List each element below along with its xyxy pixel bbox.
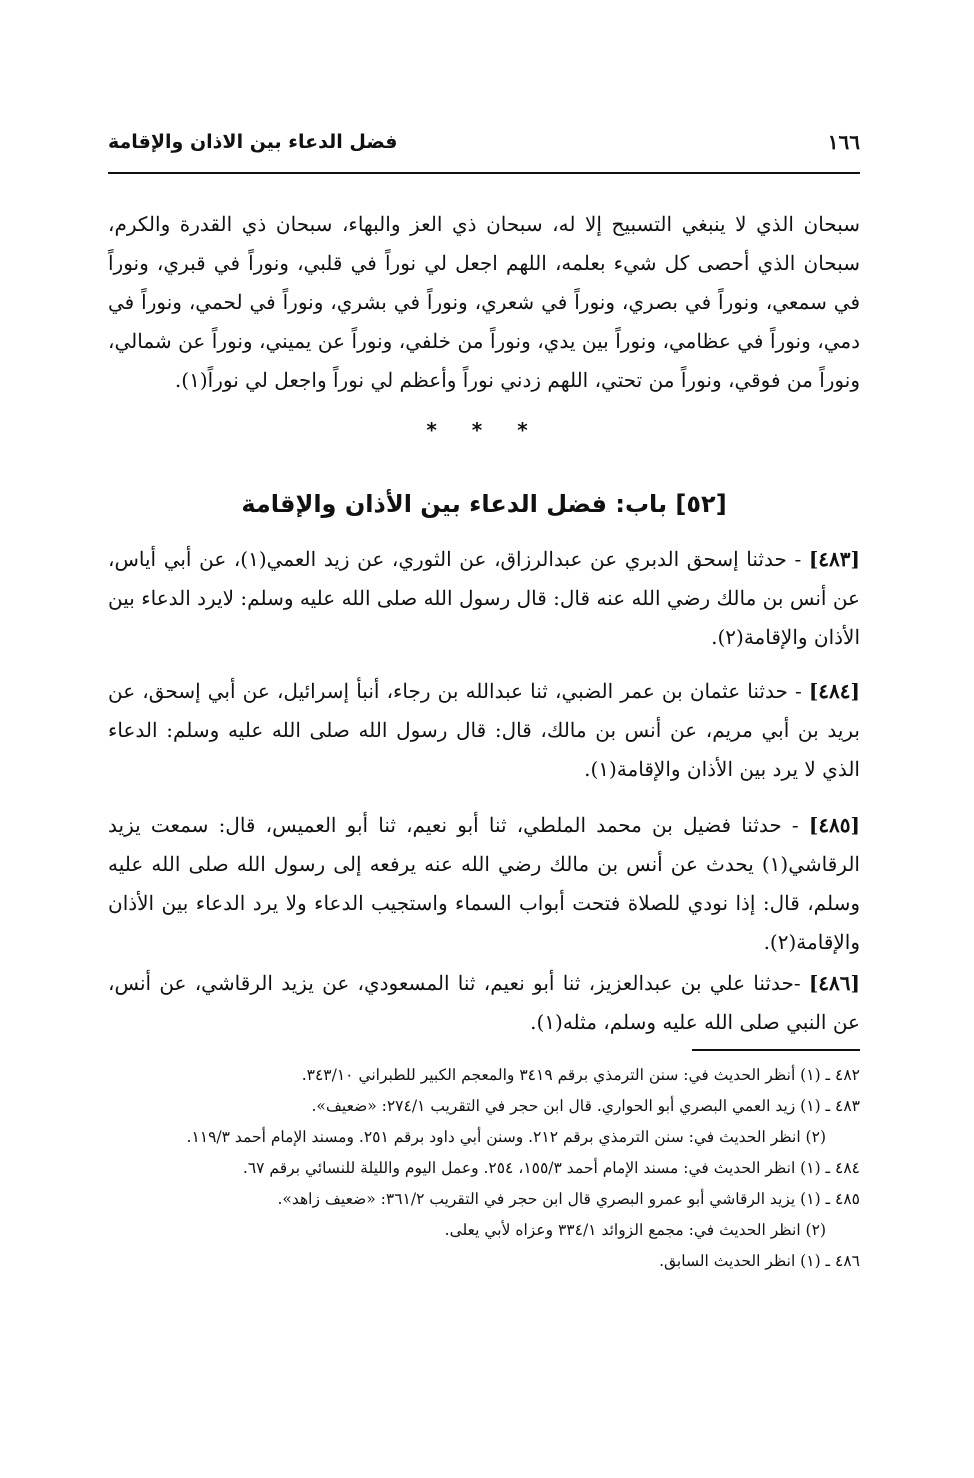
hadith-text: -حدثنا علي بن عبدالعزيز، ثنا أبو نعيم، ثنا المسعودي، عن يزيد الرقاشي، عن أنس، عن النبي صلى الله عليه وسلم، مثله(١). bbox=[108, 971, 860, 1034]
hadith-485 bbox=[108, 806, 860, 962]
footnote-item: (٢) انظر الحديث في: مجمع الزوائد ٣٣٤/١ وعزاه لأبي يعلى. bbox=[444, 1221, 826, 1239]
footnote-item: ٤٨٥ ـ (١) يزيد الرقاشي أبو عمرو البصري قال ابن حجر في التقريب ٣٦١/٢: «ضعيف زاهد». bbox=[277, 1190, 860, 1208]
page-number: ١٦٦ bbox=[827, 130, 860, 154]
section-separator: * * * bbox=[426, 418, 542, 442]
footnote-item: (٢) انظر الحديث في: سنن الترمذي برقم ٢١٢. وسنن أبي داود برقم ٢٥١. ومسند الإمام أحمد ١١٩/٣. bbox=[186, 1128, 826, 1146]
hadith-number: [٤٨٥] bbox=[808, 813, 861, 837]
hadith-number: [٤٨٤] bbox=[808, 679, 860, 703]
hadith-text: - حدثنا عثمان بن عمر الضبي، ثنا عبدالله بن رجاء، أنبأ إسرائيل، عن أبي إسحق، عن بريد بن أبي مريم، عن أنس بن مالك، قال: قال رسول الله صلى الله عليه وسلم: الدعاء الذي لا يرد بين الأذان والإقامة(١). bbox=[108, 679, 860, 781]
hadith-number: [٤٨٣] bbox=[808, 547, 860, 571]
hadith-text: - حدثنا إسحق الدبري عن عبدالرزاق، عن الثوري، عن زيد العمي(١)، عن أبي أياس، عن أنس بن مالك رضي الله عنه قال: قال رسول الله صلى الله عليه وسلم: لايرد الدعاء بين الأذان والإقامة(٢). bbox=[108, 547, 860, 649]
footnote-item: ٤٨٢ ـ (١) أنظر الحديث في: سنن الترمذي برقم ٣٤١٩ والمعجم الكبير للطبراني ٣٤٣/١٠. bbox=[301, 1066, 860, 1084]
chapter-title: [٥٢] باب: فضل الدعاء بين الأذان والإقامة bbox=[241, 490, 727, 518]
footnote-item: ٤٨٣ ـ (١) زيد العمي البصري أبو الحواري. قال ابن حجر في التقريب ٢٧٤/١: «ضعيف». bbox=[311, 1097, 860, 1115]
footnote-item: ٤٨٤ ـ (١) انظر الحديث في: مسند الإمام أحمد ١٥٥/٣، ٢٥٤. وعمل اليوم والليلة للنسائي برقم ٦٧. bbox=[242, 1159, 860, 1177]
footnote-divider bbox=[692, 1049, 860, 1051]
hadith-text: - حدثنا فضيل بن محمد الملطي، ثنا أبو نعيم، ثنا أبو العميس، قال: سمعت يزيد الرقاشي(١) يحدث عن أنس بن مالك رضي الله عنه يرفعه إلى رسول الله صلى الله عليه وسلم، قال: إذا نودي للصلاة فتحت أبواب السماء واستجيب الدعاء ولا يرد الدعاء بين الأذان والإقامة(٢). bbox=[108, 813, 860, 954]
header-divider bbox=[108, 172, 860, 174]
hadith-484 bbox=[108, 672, 860, 789]
intro-paragraph: سبحان الذي لا ينبغي التسبيح إلا له، سبحان ذي العز والبهاء، سبحان ذي القدرة والكرم، سبحان الذي أحصى كل شيء بعلمه، اللهم اجعل لي نوراً في قلبي، ونوراً في قبري، ونوراً في سمعي، ونوراً في بصري، ونوراً في شعري، ونوراً في بشري، ونوراً في لحمي، ونوراً في دمي، ونوراً في عظامي، ونوراً بين يدي، ونوراً من خلفي، ونوراً عن يميني، ونوراً عن شمالي، ونوراً من فوقي، ونوراً من تحتي، اللهم زدني نوراً وأعظم لي نوراً واجعل لي نوراً(١). bbox=[108, 212, 860, 392]
running-header bbox=[108, 122, 860, 162]
footnotes bbox=[108, 1060, 860, 1277]
hadith-number: [٤٨٦] bbox=[808, 971, 860, 995]
hadith-483 bbox=[108, 540, 860, 657]
hadith-486 bbox=[108, 964, 860, 1042]
running-title: فضل الدعاء بين الاذان والإقامة bbox=[108, 131, 398, 153]
footnote-item: ٤٨٦ ـ (١) انظر الحديث السابق. bbox=[659, 1252, 860, 1270]
